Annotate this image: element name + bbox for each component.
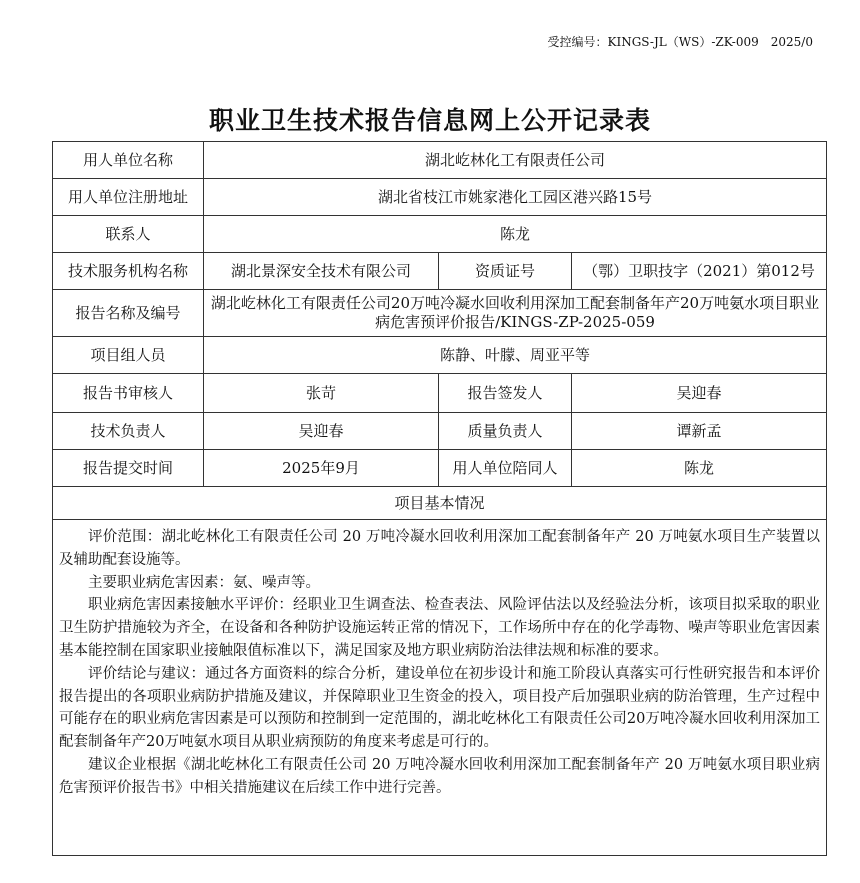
row-section-title [53,487,827,520]
project-description [53,520,827,856]
label-contact: 联系人 [53,216,204,253]
label-employer: 用人单位名称 [53,142,204,179]
row-service [53,253,827,290]
row-tech [53,413,827,450]
row-report [53,290,827,337]
row-employer [53,142,827,179]
row-team [53,337,827,374]
value-tech-lead: 吴迎春 [204,413,439,450]
value-submit-time: 2025年9月 [204,450,439,487]
value-cert: （鄂）卫职技字（2021）第012号 [572,253,827,290]
label-team: 项目组人员 [53,337,204,374]
row-address [53,179,827,216]
value-service: 湖北景深安全技术有限公司 [204,253,439,290]
paragraph-exposure: 职业病危害因素接触水平评价：经职业卫生调查法、检查表法、风险评估法以及经验法分析，该项目拟采取的职业卫生防护措施较为齐全，在设备和各种防护设施运转正常的情况下，工作场所中存在的化学毒物、噪声等职业危害因素基本能控制在国家职业接触限值标准以下，满足国家及地方职业病防治法律法规和标准的要求。 [59,597,821,659]
label-cert: 资质证号 [439,253,572,290]
section-title: 项目基本情况 [53,487,827,520]
label-submit-time: 报告提交时间 [53,450,204,487]
value-quality-lead: 谭新孟 [572,413,827,450]
value-employer: 湖北屹林化工有限责任公司 [204,142,827,179]
paragraph-scope: 评价范围：湖北屹林化工有限责任公司 20 万吨冷凝水回收利用深加工配套制备年产 20 万吨氨水项目生产装置以及辅助配套设施等。 [59,529,821,568]
label-service: 技术服务机构名称 [53,253,204,290]
paragraph-conclusion: 评价结论与建议：通过各方面资料的综合分析，建设单位在初步设计和施工阶段认真落实可行性研究报告和本评价报告提出的各项职业病防护措施及建议，并保障职业卫生资金的投入，项目投产后加强职业病的防治管理，生产过程中可能存在的职业病危害因素是可以预防和控制到一定范围的，湖北屹林化工有限责任公司20万吨冷凝水回收利用深加工配套制备年产20万吨氨水项目从职业病预防的角度来考虑是可行的。 [59,665,821,751]
value-contact: 陈龙 [204,216,827,253]
label-issuer: 报告签发人 [439,374,572,413]
control-number: 受控编号：KINGS-JL（WS）-ZK-009 2025/0 [547,35,813,49]
value-team: 陈静、叶朦、周亚平等 [204,337,827,374]
value-address: 湖北省枝江市姚家港化工园区港兴路15号 [204,179,827,216]
label-tech-lead: 技术负责人 [53,413,204,450]
row-body [53,520,827,856]
row-submit [53,450,827,487]
record-table [52,141,827,856]
label-report: 报告名称及编号 [53,290,204,337]
paragraph-suggestion: 建议企业根据《湖北屹林化工有限责任公司 20 万吨冷凝水回收利用深加工配套制备年产 20 万吨氨水项目职业病危害预评价报告书》中相关措施建议在后续工作中进行完善。 [59,756,821,796]
value-escort: 陈龙 [572,450,827,487]
label-reviewer: 报告书审核人 [53,374,204,413]
paragraph-hazards: 主要职业病危害因素：氨、噪声等。 [88,574,320,591]
value-issuer: 吴迎春 [572,374,827,413]
label-quality-lead: 质量负责人 [439,413,572,450]
label-escort: 用人单位陪同人 [439,450,572,487]
label-address: 用人单位注册地址 [53,179,204,216]
value-reviewer: 张苛 [204,374,439,413]
document-title: 职业卫生技术报告信息网上公开记录表 [208,106,651,135]
row-contact [53,216,827,253]
value-report: 湖北屹林化工有限责任公司20万吨冷凝水回收利用深加工配套制备年产20万吨氨水项目职业病危害预评价报告/KINGS-ZP-2025-059 [204,290,827,337]
row-review [53,374,827,413]
